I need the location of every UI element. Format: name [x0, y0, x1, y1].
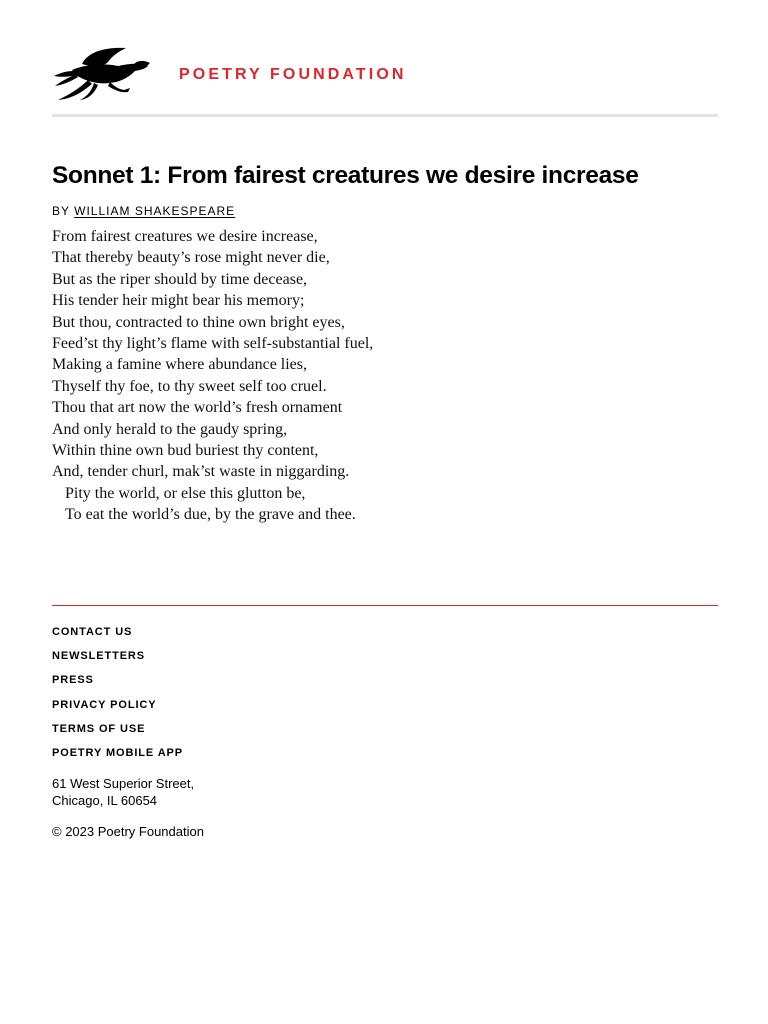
- footer-link-poetry-mobile-app[interactable]: POETRY MOBILE APP: [52, 746, 184, 759]
- poem-line: His tender heir might bear his memory;: [52, 292, 305, 310]
- poem-line: Thyself thy foe, to thy sweet self too cruel.: [52, 377, 327, 395]
- footer-address: [52, 775, 194, 809]
- by-label: BY: [52, 204, 70, 218]
- footer-link-terms-of-use[interactable]: TERMS OF USE: [52, 722, 146, 735]
- pegasus-icon[interactable]: [52, 46, 152, 102]
- poem-line: Pity the world, or else this glutton be,: [65, 484, 306, 502]
- poem-line: From fairest creatures we desire increase,: [52, 228, 318, 245]
- poem-line: That thereby beauty’s rose might never die,: [52, 249, 330, 267]
- address-city: Chicago, IL 60654: [52, 793, 158, 808]
- byline: [52, 204, 235, 218]
- poem-line: And, tender churl, mak’st waste in niggarding.: [52, 463, 350, 481]
- poem-line: To eat the world’s due, by the grave and thee.: [65, 506, 356, 524]
- poem-line: Making a famine where abundance lies,: [52, 356, 308, 374]
- header-divider: [52, 114, 718, 117]
- footer-link-press[interactable]: PRESS: [52, 674, 94, 687]
- author-link[interactable]: WILLIAM SHAKESPEARE: [74, 204, 236, 218]
- poem-title: Sonnet 1: From fairest creatures we desire increase: [52, 162, 639, 189]
- address-street: 61 West Superior Street,: [52, 776, 195, 791]
- poem-line: And only herald to the gaudy spring,: [52, 420, 288, 438]
- copyright: © 2023 Poetry Foundation: [52, 824, 204, 839]
- poem-line: Feed’st thy light’s flame with self-substantial fuel,: [52, 334, 374, 352]
- poem-line: Within thine own bud buriest thy content,: [52, 441, 319, 459]
- poem-line: But as the riper should by time decease,: [52, 270, 308, 288]
- footer-link-contact-us[interactable]: CONTACT US: [52, 626, 133, 638]
- poem-line: Thou that art now the world’s fresh ornament: [52, 399, 343, 417]
- brand-name[interactable]: POETRY FOUNDATION: [179, 66, 407, 83]
- footer-divider: [52, 605, 718, 606]
- footer-link-newsletters[interactable]: NEWSLETTERS: [52, 650, 146, 663]
- poem-body: [52, 226, 712, 525]
- footer-nav: [52, 625, 183, 770]
- site-header: [52, 46, 718, 102]
- poem-line: But thou, contracted to thine own bright eyes,: [52, 313, 345, 331]
- footer-link-privacy-policy[interactable]: PRIVACY POLICY: [52, 698, 157, 711]
